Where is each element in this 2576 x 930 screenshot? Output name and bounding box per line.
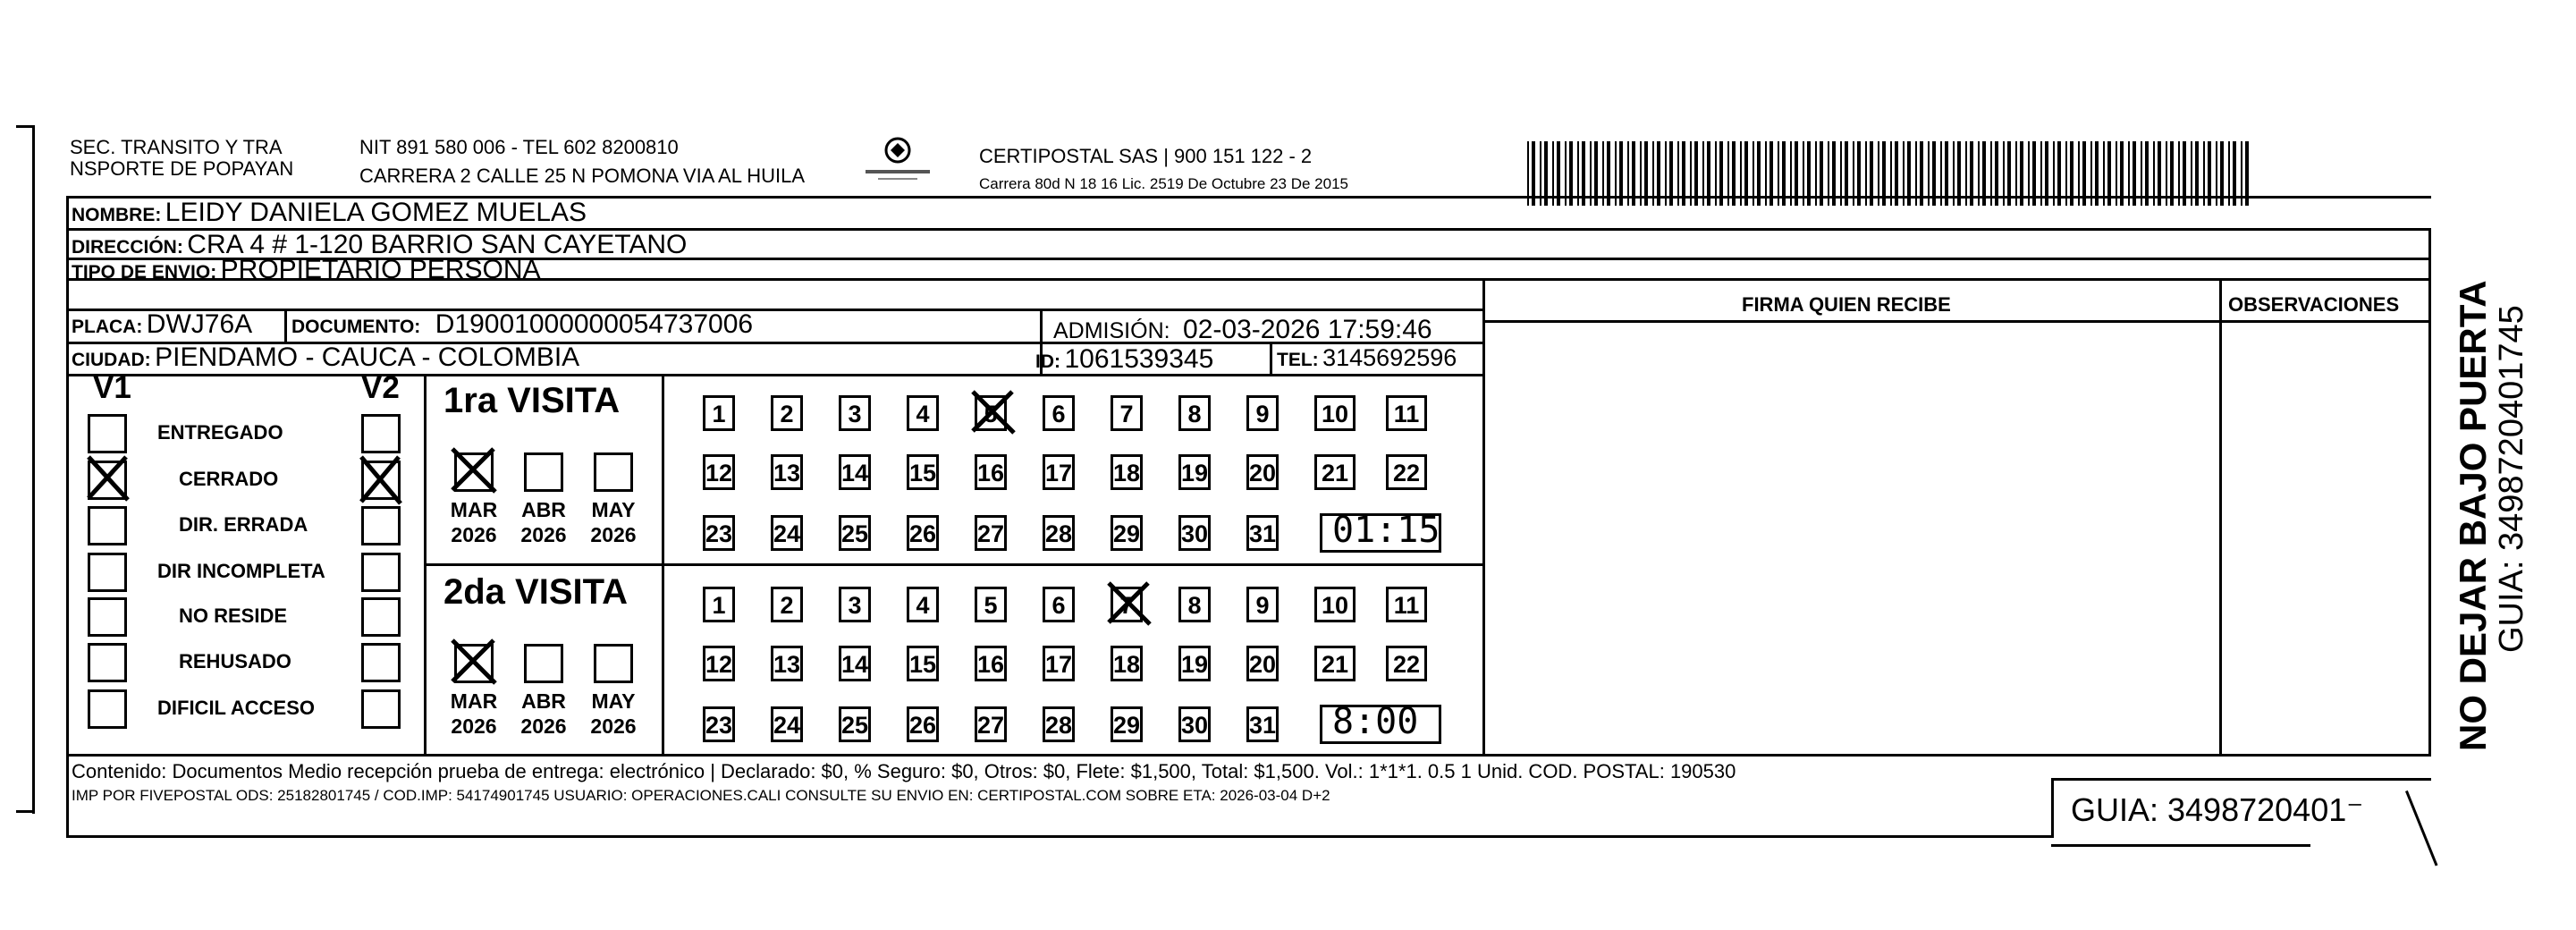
ciudad-label: CIUDAD: [72, 350, 151, 370]
visit-title: 2da VISITA [443, 572, 628, 612]
month-label: MAR [450, 689, 498, 713]
tel-row [1277, 344, 1457, 372]
left-bracket-bottom [16, 810, 34, 813]
row-line-4b [1482, 320, 2431, 323]
day-box[interactable]: 28 [1043, 515, 1075, 551]
day-box[interactable]: 30 [1178, 515, 1211, 551]
day-box[interactable]: 22 [1386, 454, 1427, 490]
day-box[interactable]: 8 [1178, 587, 1211, 622]
firma-left-border [1482, 278, 1485, 756]
sender-org-line1: SEC. TRANSITO Y TRA [70, 136, 283, 158]
sender-org-line2: NSPORTE DE POPAYAN [70, 157, 294, 180]
day-box[interactable]: 9 [1246, 395, 1279, 431]
day-box[interactable]: 18 [1111, 646, 1143, 681]
admision-label: ADMISIÓN: [1053, 318, 1170, 343]
day-box[interactable]: 21 [1314, 646, 1356, 681]
day-box[interactable]: 17 [1043, 454, 1075, 490]
tel-label: TEL: [1277, 350, 1319, 370]
day-box[interactable]: 14 [839, 646, 871, 681]
year-label: 2026 [590, 714, 637, 738]
day-box[interactable]: 4 [907, 587, 939, 622]
observaciones-label: OBSERVACIONES [2228, 293, 2400, 316]
handwritten-time: 8:00 [1332, 701, 1419, 742]
day-box[interactable]: 22 [1386, 646, 1427, 681]
day-box[interactable]: 7 [1111, 395, 1143, 431]
sender-nit: NIT 891 580 006 - TEL 602 8200810 [359, 136, 679, 158]
month-label: MAR [450, 498, 498, 521]
day-box[interactable]: 31 [1246, 515, 1279, 551]
status-divider [424, 374, 427, 754]
form-right-border [2428, 228, 2431, 757]
v1-label: V1 [93, 370, 131, 405]
status-label: DIFICIL ACCESO [157, 697, 316, 719]
day-box[interactable]: 6 [1043, 395, 1075, 431]
v2-checkbox[interactable] [361, 414, 401, 453]
form-bottom-line [66, 754, 2431, 757]
ciudad-row [72, 342, 579, 373]
status-label: DIR INCOMPLETA [157, 560, 325, 582]
placa-divider [284, 309, 287, 342]
day-box[interactable]: 3 [839, 395, 871, 431]
footer-bottom-line [66, 835, 2051, 838]
day-box[interactable]: 2 [771, 395, 803, 431]
nombre-label: NOMBRE: [72, 205, 162, 225]
day-box[interactable]: 25 [839, 515, 871, 551]
months-divider [662, 374, 664, 754]
handwritten-time: 01:15 [1332, 510, 1440, 551]
status-label: NO RESIDE [179, 604, 288, 627]
day-box[interactable]: 24 [771, 515, 803, 551]
day-box[interactable]: 13 [771, 646, 803, 681]
placa-label: PLACA: [72, 317, 143, 337]
day-box[interactable]: 24 [771, 706, 803, 742]
month-label: ABR [521, 498, 566, 521]
day-box[interactable]: 3 [839, 587, 871, 622]
row-line-6 [66, 374, 1484, 376]
side-guia: GUIA: 3498720401745 [2493, 305, 2530, 653]
v1-checkbox[interactable] [88, 689, 127, 729]
year-label: 2026 [451, 523, 497, 546]
month-checkbox[interactable] [594, 452, 633, 492]
ciudad-value: PIENDAMO - CAUCA - COLOMBIA [155, 342, 580, 372]
contenido-line: Contenido: Documentos Medio recepción prueba de entrega: electrónico | Declarado: $0, % Seguro: $0, Otros: $0, Flete: $1,500, Total: $1,500. Vol.: 1*1*1. 0.5 1 Unid. COD. POSTAL: 190530 [72, 760, 1736, 782]
row-line-4 [66, 309, 1484, 311]
direccion-value: CRA 4 # 1-120 BARRIO SAN CAYETANO [187, 230, 688, 259]
day-box[interactable]: 12 [703, 646, 735, 681]
firma-label: FIRMA QUIEN RECIBE [1742, 293, 1951, 316]
month-label: ABR [521, 689, 566, 713]
v1-checkbox[interactable] [88, 414, 127, 453]
year-label: 2026 [451, 714, 497, 738]
form-left-border [66, 196, 69, 838]
v2-cross-mark [358, 453, 404, 507]
visit-title: 1ra VISITA [443, 381, 621, 420]
v2-checkbox[interactable] [361, 597, 401, 637]
documento-label: DOCUMENTO: [291, 317, 421, 337]
tel-value: 3145692596 [1322, 344, 1457, 371]
day-box[interactable]: 13 [771, 454, 803, 490]
placa-value: DWJ76A [146, 309, 253, 339]
v2-checkbox[interactable] [361, 643, 401, 682]
day-box[interactable]: 12 [703, 454, 735, 490]
day-box[interactable]: 21 [1314, 454, 1356, 490]
footer-guia: GUIA: 3498720401⁻ [2071, 791, 2364, 828]
id-row [1035, 344, 1213, 375]
day-box[interactable]: 10 [1314, 587, 1356, 622]
day-box[interactable]: 10 [1314, 395, 1356, 431]
day-box[interactable]: 1 [703, 395, 735, 431]
day-box[interactable]: 23 [703, 706, 735, 742]
left-bracket-vertical [32, 125, 35, 814]
courier-name: CERTIPOSTAL SAS | 900 151 122 - 2 [979, 145, 1313, 167]
day-box[interactable]: 18 [1111, 454, 1143, 490]
day-box[interactable]: 20 [1246, 646, 1279, 681]
day-cross-mark [969, 388, 1018, 436]
visit-divider-line [424, 563, 1484, 566]
status-label: CERRADO [179, 468, 279, 490]
id-label: ID: [1035, 351, 1060, 372]
month-label: MAY [591, 498, 636, 521]
day-box[interactable]: 5 [975, 587, 1007, 622]
admision-value: 02-03-2026 17:59:46 [1183, 315, 1432, 344]
day-box[interactable]: 14 [839, 454, 871, 490]
pen-stroke [2405, 790, 2437, 867]
year-label: 2026 [520, 714, 567, 738]
day-box[interactable]: 29 [1111, 515, 1143, 551]
v1-checkbox[interactable] [88, 643, 127, 682]
day-box[interactable]: 23 [703, 515, 735, 551]
v2-checkbox[interactable] [361, 506, 401, 545]
left-bracket-top [16, 125, 34, 128]
v2-label: V2 [361, 370, 400, 405]
nombre-row [72, 198, 587, 228]
month-cross-mark [449, 637, 499, 687]
placa-row [72, 309, 252, 340]
day-box[interactable]: 5 [975, 395, 1007, 431]
tipo-value: PROPIETARIO PERSONA [220, 255, 541, 284]
v1-checkbox[interactable] [88, 553, 127, 592]
v1-checkbox[interactable] [88, 506, 127, 545]
year-label: 2026 [520, 523, 567, 546]
row-line-3b [1482, 278, 2431, 281]
tel-divider [1270, 344, 1272, 374]
day-box[interactable]: 8 [1178, 395, 1211, 431]
status-label: ENTREGADO [157, 421, 283, 444]
day-box[interactable]: 11 [1386, 587, 1427, 622]
tipo-label: TIPO DE ENVIO: [72, 262, 217, 283]
day-box[interactable]: 27 [975, 706, 1007, 742]
day-box[interactable]: 20 [1246, 454, 1279, 490]
day-box[interactable]: 19 [1178, 646, 1211, 681]
nombre-value: LEIDY DANIELA GOMEZ MUELAS [165, 198, 587, 227]
day-box[interactable]: 26 [907, 706, 939, 742]
direccion-label: DIRECCIÓN: [72, 237, 183, 258]
day-box[interactable]: 29 [1111, 706, 1143, 742]
sender-address: CARRERA 2 CALLE 25 N POMONA VIA AL HUILA [359, 165, 806, 187]
id-value: 1061539345 [1064, 344, 1214, 374]
guia-box-left [2051, 778, 2054, 838]
day-box[interactable]: 19 [1178, 454, 1211, 490]
day-box[interactable]: 6 [1043, 587, 1075, 622]
day-box[interactable]: 16 [975, 646, 1007, 681]
day-box[interactable]: 26 [907, 515, 939, 551]
day-box[interactable]: 28 [1043, 706, 1075, 742]
day-box[interactable]: 7 [1111, 587, 1143, 622]
tipo-row [72, 255, 541, 284]
day-box[interactable]: 9 [1246, 587, 1279, 622]
day-box[interactable]: 2 [771, 587, 803, 622]
month-cross-mark [449, 445, 499, 495]
v2-checkbox[interactable] [361, 553, 401, 592]
day-box[interactable]: 1 [703, 587, 735, 622]
v1-cross-mark [85, 453, 131, 503]
month-label: MAY [591, 689, 636, 713]
month-checkbox[interactable] [524, 452, 563, 492]
day-box[interactable]: 4 [907, 395, 939, 431]
footer-top-guia [2051, 778, 2431, 781]
day-box[interactable]: 31 [1246, 706, 1279, 742]
side-warning: NO DEJAR BAJO PUERTA [2452, 280, 2494, 751]
courier-address: Carrera 80d N 18 16 Lic. 2519 De Octubre 23 De 2015 [979, 175, 1348, 192]
documento-row [291, 309, 753, 340]
guia-underline [2051, 844, 2310, 847]
year-label: 2026 [590, 523, 637, 546]
v2-checkbox[interactable] [361, 689, 401, 729]
status-label: DIR. ERRADA [179, 513, 308, 536]
month-checkbox[interactable] [594, 644, 633, 683]
day-box[interactable]: 11 [1386, 395, 1427, 431]
day-box[interactable]: 17 [1043, 646, 1075, 681]
documento-value: D19001000000054737006 [435, 309, 754, 339]
imp-line: IMP POR FIVEPOSTAL ODS: 25182801745 / COD.IMP: 54174901745 USUARIO: OPERACIONES.CALI CONSULTE SU ENVIO EN: CERTIPOSTAL.COM SOBRE ETA: 2026-03-04 D+2 [72, 787, 1330, 804]
day-box[interactable]: 15 [907, 454, 939, 490]
day-box[interactable]: 27 [975, 515, 1007, 551]
day-box[interactable]: 25 [839, 706, 871, 742]
month-checkbox[interactable] [524, 644, 563, 683]
day-box[interactable]: 30 [1178, 706, 1211, 742]
day-box[interactable]: 16 [975, 454, 1007, 490]
day-cross-mark [1105, 579, 1153, 628]
day-box[interactable]: 15 [907, 646, 939, 681]
v1-checkbox[interactable] [88, 597, 127, 637]
admision-row [1053, 315, 1432, 345]
status-label: REHUSADO [179, 650, 291, 672]
obs-left-border [2219, 278, 2222, 756]
certipostal-logo [860, 134, 935, 184]
